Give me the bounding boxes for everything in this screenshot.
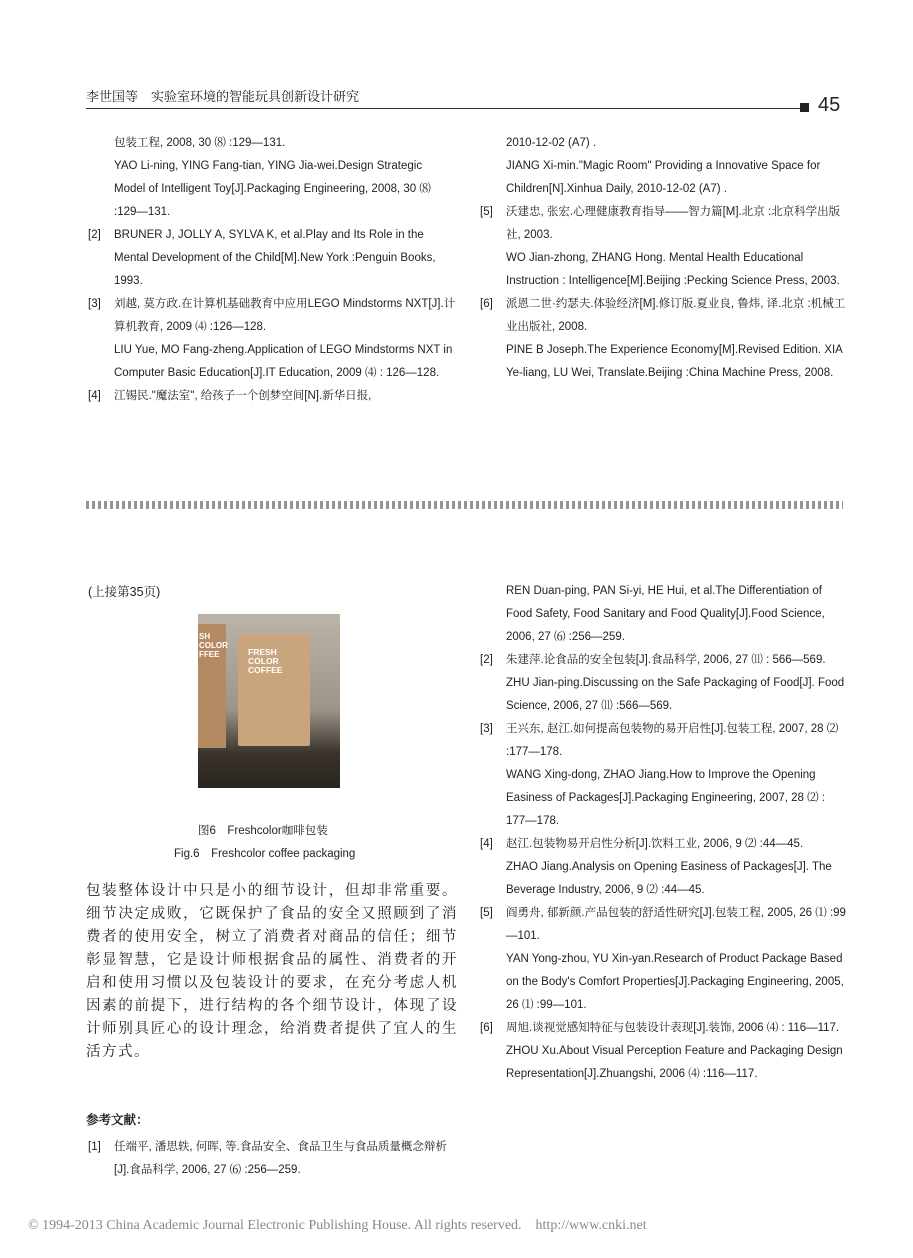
reference-line: YAN Yong-zhou, YU Xin-yan.Research of Product Package Based on the Body's Comfort Properties[J].Packaging Engineering, 2005, 26 ⑴ :99—101.	[506, 953, 844, 1011]
references-title: 参考文献：	[86, 1113, 149, 1127]
reference-text	[114, 293, 456, 385]
reference-text	[114, 385, 456, 408]
references-bottom-left	[88, 1136, 458, 1182]
reference-line: 派恩二世·约瑟夫.体验经济[M].修订版.夏业良, 鲁炜, 译.北京 :机械工业出版社, 2008.	[506, 298, 846, 333]
reference-line: 阎勇舟, 郁新颜.产品包装的舒适性研究[J].包装工程, 2005, 26 ⑴ :99—101.	[506, 907, 846, 942]
reference-item	[88, 132, 456, 224]
reference-text	[506, 293, 846, 385]
reference-text	[506, 201, 846, 293]
reference-item	[88, 1136, 458, 1182]
reference-line: 赵江.包装物易开启性分析[J].饮料工业, 2006, 9 ⑵ :44—45.	[506, 838, 804, 850]
reference-text	[506, 649, 846, 718]
reference-text	[114, 132, 456, 224]
reference-line: JIANG Xi-min."Magic Room" Providing a Innovative Space for Children[N].Xinhua Daily, 2010-12-02 (A7) .	[506, 160, 821, 195]
reference-number: [4]	[480, 838, 493, 850]
reference-number: [2]	[480, 654, 493, 666]
reference-item	[480, 1017, 846, 1086]
reference-line: WO Jian-zhong, ZHANG Hong. Mental Health Educational Instruction : Intelligence[M].Beijing :Pecking Science Press, 2003.	[506, 252, 840, 287]
page-number: 45	[818, 94, 841, 116]
body-paragraph: 包装整体设计中只是小的细节设计，但却非常重要。细节决定成败，它既保护了食品的安全又照顾到了消费者的使用安全，树立了消费者对商品的信任；细节彰显智慧，它是设计师根据食品的属性、消费者的开启和使用习惯以及包装设计的要求，在充分考虑人机因素的前提下，进行结构的各个细节设计，体现了设计师别具匠心的设计理念，给消费者提供了宜人的生活方式。	[86, 883, 458, 1060]
reference-line: WANG Xing-dong, ZHAO Jiang.How to Improve the Opening Easiness of Packages[J].Packaging Engineering, 2007, 28 ⑵ : 177—178.	[506, 769, 826, 827]
reference-item	[480, 293, 846, 385]
references-top-right	[480, 132, 846, 385]
running-header: 李世国等 实验室环境的智能玩具创新设计研究	[86, 89, 360, 104]
reference-item	[88, 224, 456, 293]
reference-line: 沃建忠, 张宏.心理健康教育指导——智力篇[M].北京 :北京科学出版社, 2003.	[506, 206, 841, 241]
reference-number: [5]	[480, 907, 493, 919]
reference-line: 朱建萍.论食品的安全包装[J].食品科学, 2006, 27 ⑾ : 566—569.	[506, 654, 826, 666]
reference-text	[506, 580, 846, 649]
reference-number: [4]	[88, 390, 101, 402]
figure-caption-en: Fig.6 Freshcolor coffee packaging	[174, 848, 356, 860]
reference-item	[480, 201, 846, 293]
reference-line: REN Duan-ping, PAN Si-yi, HE Hui, et al.The Differentiation of Food Safety, Food Sanitary and Food Quality[J].Food Science, 2006, 27 ⑹ :256—259.	[506, 585, 825, 643]
reference-number	[480, 132, 506, 201]
reference-item	[480, 718, 846, 833]
reference-item	[480, 580, 846, 649]
reference-line: 包装工程, 2008, 30 ⑻ :129—131.	[114, 137, 286, 149]
reference-line: 任端平, 潘思轶, 何晖, 等.食品安全、食品卫生与食品质量概念辩析[J].食品科学, 2006, 27 ⑹ :256—259.	[114, 1141, 447, 1176]
reference-line: BRUNER J, JOLLY A, SYLVA K, et al.Play and Its Role in the Mental Development of the Child[M].New York :Penguin Books, 1993.	[114, 229, 436, 287]
reference-item	[88, 385, 456, 408]
coffee-package-photo	[198, 614, 340, 788]
reference-item	[480, 902, 846, 1017]
coffee-bag-back: SH COLOR FFEE	[198, 624, 226, 748]
reference-line: 王兴东, 赵江.如何提高包装物的易开启性[J].包装工程, 2007, 28 ⑵ :177—178.	[506, 723, 839, 758]
reference-item	[88, 293, 456, 385]
reference-line: 2010-12-02 (A7) .	[506, 137, 597, 149]
reference-text	[506, 902, 846, 1017]
reference-number: [5]	[480, 206, 493, 218]
reference-number: [6]	[480, 298, 493, 310]
reference-number: [6]	[480, 1022, 493, 1034]
figure-caption-cn: 图6 Freshcolor咖啡包装	[198, 825, 328, 837]
copyright-footer: © 1994-2013 China Academic Journal Electronic Publishing House. All rights reserved. http://www.cnki.net	[28, 1218, 647, 1233]
reference-line: YAO Li-ning, YING Fang-tian, YING Jia-wei.Design Strategic Model of Intelligent Toy[J].Packaging Engineering, 2008, 30 ⑻ :129—131.	[114, 160, 431, 218]
reference-line: 江锡民."魔法室", 给孩子一个创梦空间[N].新华日报,	[114, 390, 372, 402]
reference-text	[114, 224, 456, 293]
reference-line: ZHU Jian-ping.Discussing on the Safe Packaging of Food[J]. Food Science, 2006, 27 ⑾ :566—569.	[506, 677, 845, 712]
reference-number: [3]	[88, 298, 101, 310]
reference-number: [1]	[88, 1141, 101, 1153]
reference-item	[480, 649, 846, 718]
reference-line: PINE B Joseph.The Experience Economy[M].Revised Edition. XIA Ye-liang, LU Wei, Translate.Beijing :China Machine Press, 2008.	[506, 344, 843, 379]
reference-text	[506, 833, 846, 902]
continued-note: (上接第35页)	[88, 585, 161, 599]
reference-number	[480, 580, 506, 649]
reference-number	[88, 132, 114, 224]
header-rule-marker	[800, 103, 809, 112]
reference-text	[506, 718, 846, 833]
reference-number: [3]	[480, 723, 493, 735]
reference-line: LIU Yue, MO Fang-zheng.Application of LEGO Mindstorms NXT in Computer Basic Education[J].IT Education, 2009 ⑷ : 126—128.	[114, 344, 453, 379]
reference-line: 刘越, 莫方政.在计算机基础教育中应用LEGO Mindstorms NXT[J].计算机教育, 2009 ⑷ :126—128.	[114, 298, 456, 333]
reference-item	[480, 833, 846, 902]
reference-line: ZHAO Jiang.Analysis on Opening Easiness of Packages[J]. The Beverage Industry, 2006, 9 ⑵ :44—45.	[506, 861, 832, 896]
reference-line: 周旭.谈视觉感知特征与包装设计表现[J].装饰, 2006 ⑷ : 116—117.	[506, 1022, 840, 1034]
section-divider	[86, 501, 843, 509]
reference-text	[114, 1136, 458, 1182]
coffee-bag-front: FRESH COLOR COFFEE	[238, 634, 310, 746]
reference-item	[480, 132, 846, 201]
reference-text	[506, 132, 846, 201]
header-rule	[86, 108, 804, 109]
reference-text	[506, 1017, 846, 1086]
references-top-left	[88, 132, 456, 408]
reference-number: [2]	[88, 229, 101, 241]
references-bottom-right	[480, 580, 846, 1086]
reference-line: ZHOU Xu.About Visual Perception Feature and Packaging Design Representation[J].Zhuangshi, 2006 ⑷ :116—117.	[506, 1045, 843, 1080]
